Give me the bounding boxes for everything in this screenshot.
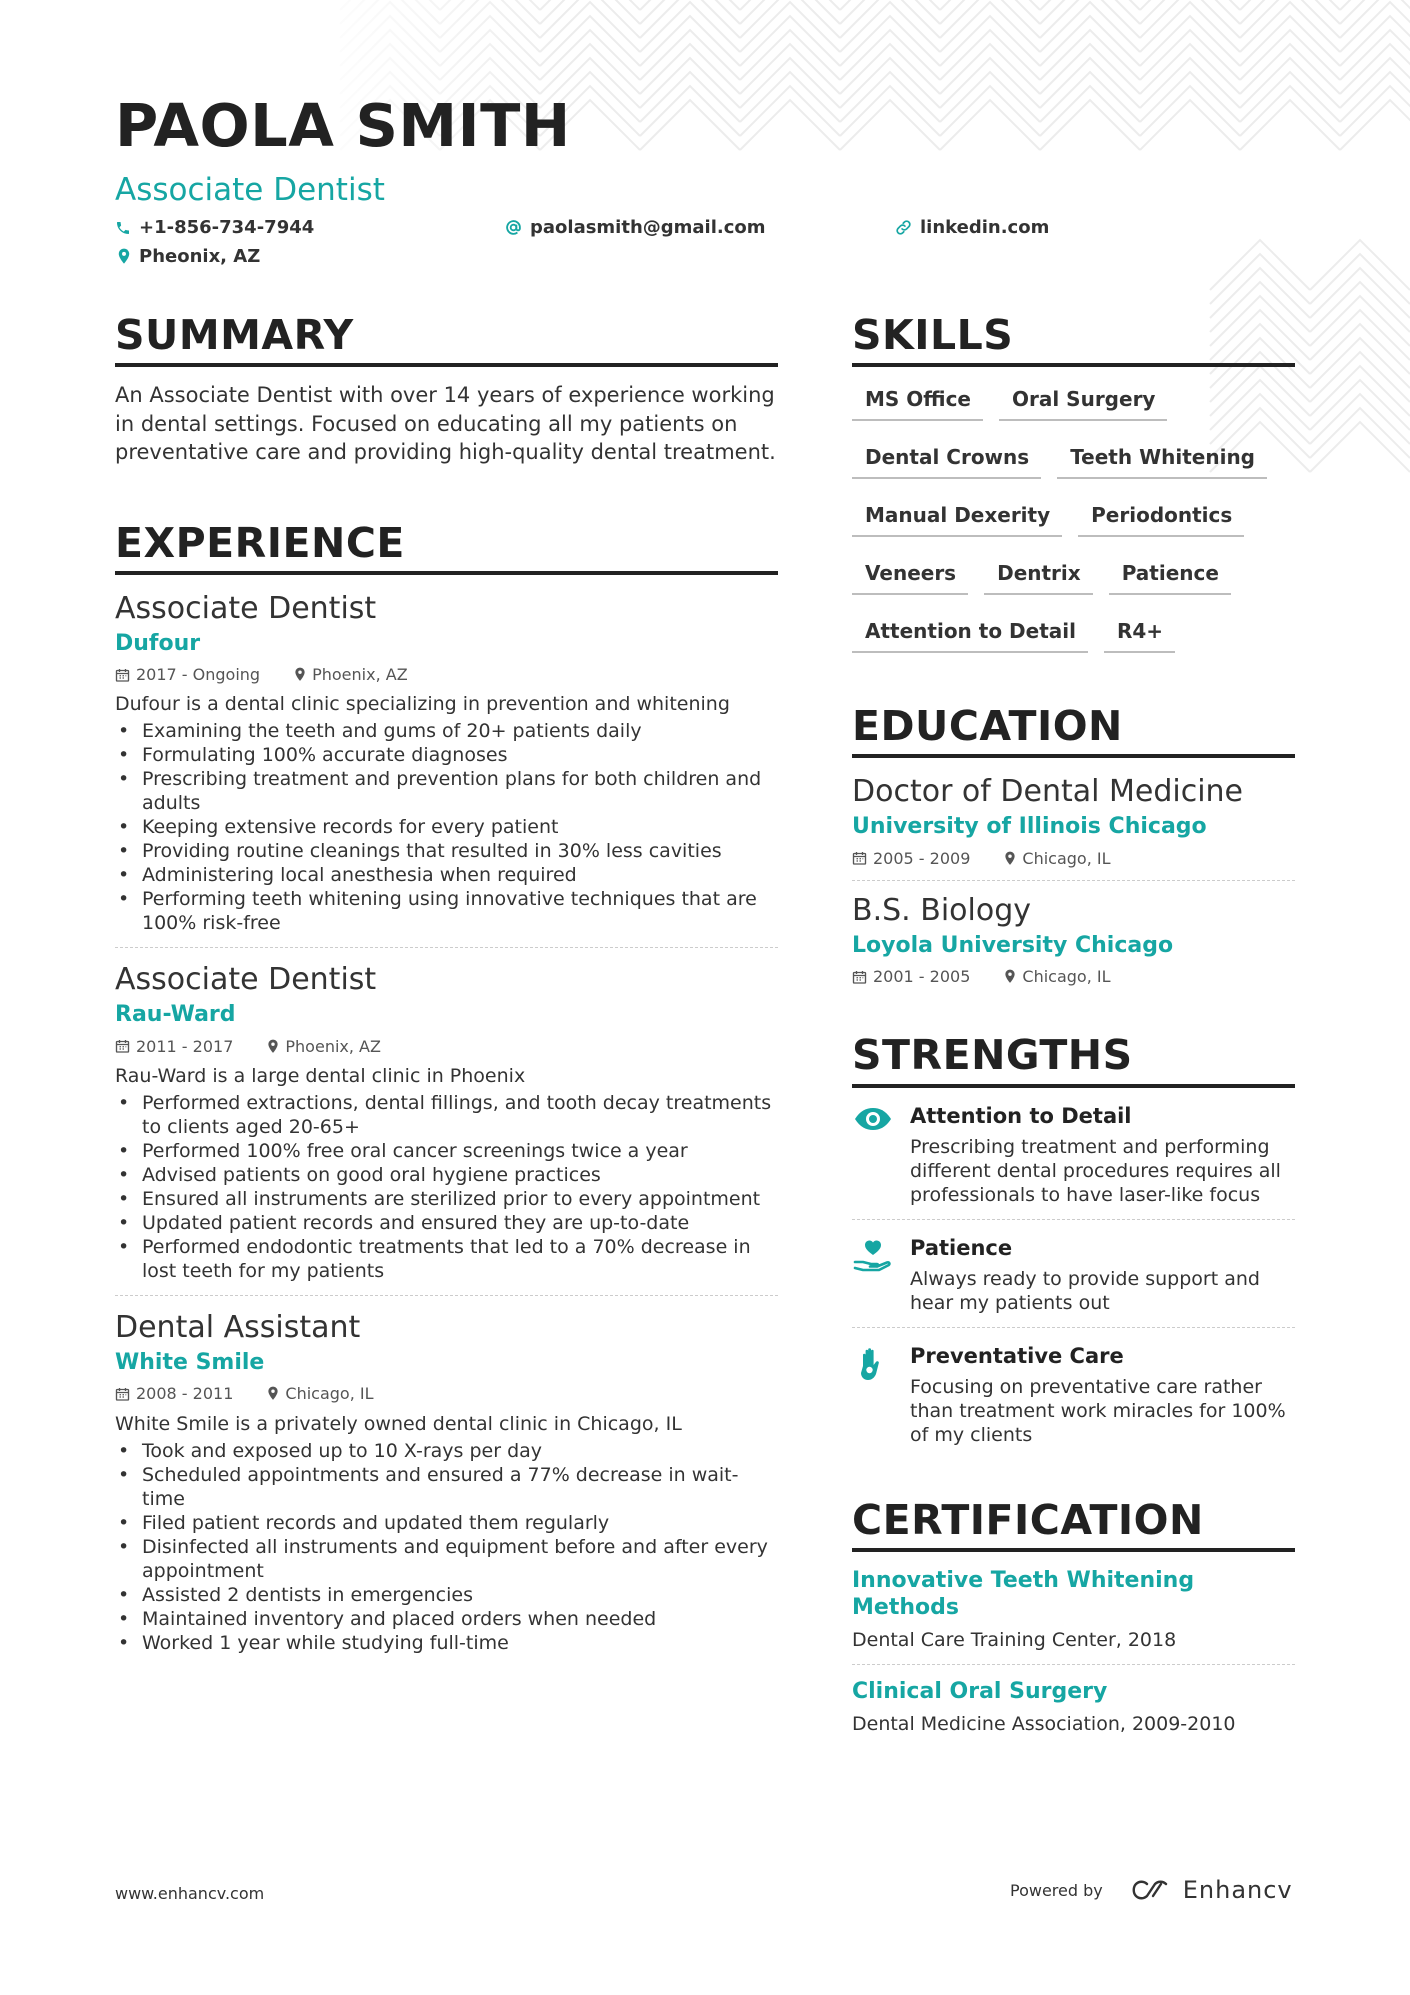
- job-bullet: • Formulating 100% accurate diagnoses: [115, 743, 778, 767]
- enhancv-logo-text: Enhancv: [1182, 1876, 1293, 1904]
- email-contact: [505, 217, 766, 239]
- job-meta: [115, 665, 778, 684]
- job-bullet: • Performing teeth whitening using innovative techniques that are 100% risk-free: [115, 887, 778, 935]
- job-location: Chicago, IL: [285, 1384, 374, 1404]
- location-contact: [117, 246, 260, 268]
- education-heading: EDUCATION: [852, 703, 1295, 758]
- skill-tag: Dentrix: [984, 561, 1093, 595]
- calendar-icon: [852, 850, 867, 866]
- job-bullet: • Performed endodontic treatments that led to a 70% decrease in lost teeth for my patients: [115, 1235, 778, 1283]
- strength-title: Preventative Care: [910, 1343, 1124, 1368]
- calendar-icon: [852, 969, 867, 985]
- job-description: Rau-Ward is a large dental clinic in Phoenix: [115, 1064, 526, 1087]
- school-name: University of Illinois Chicago: [852, 814, 1207, 840]
- strengths-section: [852, 1032, 1295, 1447]
- job-role: Associate Dentist: [115, 962, 377, 998]
- job-meta: [115, 1384, 778, 1403]
- summary-section: [115, 312, 778, 467]
- strength-body: [910, 1344, 1295, 1447]
- job-role: Dental Assistant: [115, 1309, 361, 1345]
- education-dates: 2005 - 2009: [873, 848, 971, 868]
- candidate-title: Associate Dentist: [115, 172, 385, 208]
- strength-item: [852, 1236, 1295, 1315]
- location-pin-icon: [1004, 851, 1016, 866]
- job-bullet: • Administering local anesthesia when required: [115, 863, 778, 887]
- calendar-icon: [115, 1038, 130, 1054]
- job-bullet: • Assisted 2 dentists in emergencies: [115, 1583, 778, 1607]
- job-bullet: • Worked 1 year while studying full-time: [115, 1631, 778, 1655]
- strength-text: Always ready to provide support and hear my patients out: [910, 1267, 1260, 1314]
- link-icon: [895, 219, 912, 236]
- candidate-name: PAOLA SMITH: [115, 91, 571, 160]
- skill-tag: Teeth Whitening: [1057, 445, 1267, 479]
- strength-item: [852, 1344, 1295, 1447]
- skill-tag: Periodontics: [1078, 503, 1244, 537]
- location-pin-icon: [117, 248, 131, 265]
- skill-tag: Patience: [1109, 561, 1231, 595]
- hand-icon: [857, 1346, 889, 1386]
- job-bullet: • Performed extractions, dental fillings, and tooth decay treatments to clients aged 20-65+: [115, 1091, 778, 1139]
- certification-issuer: Dental Care Training Center, 2018: [852, 1629, 1177, 1652]
- job-bullet: • Updated patient records and ensured they are up-to-date: [115, 1211, 778, 1235]
- job-role: Associate Dentist: [115, 590, 377, 626]
- location-pin-icon: [267, 1039, 279, 1054]
- strength-icon-wrap: [852, 1344, 894, 1447]
- job-bullet: • Prescribing treatment and prevention plans for both children and adults: [115, 767, 778, 815]
- strength-text: Prescribing treatment and performing different dental procedures requires all professionals to have laser-like focus: [910, 1135, 1281, 1206]
- strength-title: Patience: [910, 1235, 1013, 1260]
- job-bullet: • Providing routine cleanings that resulted in 30% less cavities: [115, 839, 778, 863]
- phone-contact: [115, 217, 314, 239]
- job-bullet: • Ensured all instruments are sterilized prior to every appointment: [115, 1187, 778, 1211]
- strength-title: Attention to Detail: [910, 1103, 1132, 1128]
- experience-item: [115, 591, 778, 936]
- job-meta: [115, 1037, 778, 1056]
- summary-text: An Associate Dentist with over 14 years of experience working in dental settings. Focused on educating all my patients on preventative care and providing high-quality dental treatment.: [115, 383, 776, 465]
- enhancv-logo: [1127, 1876, 1293, 1904]
- strength-body: [910, 1104, 1295, 1207]
- strength-icon-wrap: [852, 1236, 894, 1315]
- skill-tag: Attention to Detail: [852, 619, 1088, 653]
- education-meta: [852, 967, 1295, 986]
- footer-url[interactable]: www.enhancv.com: [115, 1884, 265, 1903]
- job-company: Dufour: [115, 630, 201, 656]
- school-name: Loyola University Chicago: [852, 932, 1174, 958]
- summary-heading: SUMMARY: [115, 312, 778, 367]
- skill-tag: Veneers: [852, 561, 968, 595]
- job-dates: 2017 - Ongoing: [136, 665, 261, 685]
- calendar-icon: [115, 1386, 130, 1402]
- job-bullet: • Maintained inventory and placed orders when needed: [115, 1607, 778, 1631]
- strengths-heading: STRENGTHS: [852, 1032, 1295, 1087]
- left-column: [115, 312, 778, 1655]
- at-sign-icon: [505, 219, 522, 236]
- skill-tag: R4+: [1104, 619, 1175, 653]
- job-bullet: • Advised patients on good oral hygiene practices: [115, 1163, 778, 1187]
- strength-item: [852, 1104, 1295, 1207]
- education-section: [852, 703, 1295, 986]
- certification-issuer: Dental Medicine Association, 2009-2010: [852, 1713, 1236, 1736]
- skill-tag: MS Office: [852, 387, 983, 421]
- linkedin-link: linkedin.com: [920, 217, 1050, 238]
- job-bullets: [115, 1439, 778, 1655]
- education-item: [852, 893, 1295, 987]
- location-text: Pheonix, AZ: [139, 246, 261, 267]
- certification-item: [852, 1568, 1295, 1652]
- experience-item: [115, 1310, 778, 1655]
- skills-list: [852, 387, 1295, 653]
- education-meta: [852, 849, 1295, 868]
- education-location: Chicago, IL: [1022, 848, 1111, 868]
- certification-heading: CERTIFICATION: [852, 1497, 1295, 1552]
- experience-heading: EXPERIENCE: [115, 520, 778, 575]
- job-description: White Smile is a privately owned dental clinic in Chicago, IL: [115, 1412, 682, 1435]
- education-item: [852, 774, 1295, 868]
- job-bullets: [115, 719, 778, 935]
- degree-title: B.S. Biology: [852, 892, 1031, 928]
- job-bullet: • Took and exposed up to 10 X-rays per day: [115, 1439, 778, 1463]
- experience-item: [115, 962, 778, 1283]
- divider: [852, 1219, 1295, 1220]
- certification-title: Clinical Oral Surgery: [852, 1678, 1108, 1704]
- job-dates: 2011 - 2017: [136, 1036, 234, 1056]
- job-company: Rau-Ward: [115, 1002, 236, 1028]
- divider: [115, 1295, 778, 1296]
- job-dates: 2008 - 2011: [136, 1384, 234, 1404]
- skill-tag: Dental Crowns: [852, 445, 1041, 479]
- enhancv-logo-icon: [1127, 1878, 1173, 1902]
- strength-icon-wrap: [852, 1104, 894, 1207]
- divider: [115, 947, 778, 948]
- job-bullet: • Filed patient records and updated them regularly: [115, 1511, 778, 1535]
- phone-number: +1-856-734-7944: [139, 217, 315, 238]
- job-bullet: • Keeping extensive records for every patient: [115, 815, 778, 839]
- calendar-icon: [115, 667, 130, 683]
- skill-tag: Manual Dexerity: [852, 503, 1062, 537]
- job-description: Dufour is a dental clinic specializing in prevention and whitening: [115, 693, 730, 716]
- divider: [852, 880, 1295, 881]
- linkedin-contact: [895, 217, 1049, 239]
- degree-title: Doctor of Dental Medicine: [852, 774, 1243, 810]
- footer-brand: [1010, 1876, 1293, 1904]
- divider: [852, 1664, 1295, 1665]
- strength-text: Focusing on preventative care rather than treatment work miracles for 100% of my clients: [910, 1376, 1286, 1447]
- experience-section: [115, 520, 778, 1655]
- job-company: White Smile: [115, 1349, 265, 1375]
- certification-title: Innovative Teeth Whitening Methods: [852, 1568, 1195, 1620]
- divider: [852, 1327, 1295, 1328]
- powered-by-label: Powered by: [1010, 1880, 1103, 1900]
- education-location: Chicago, IL: [1022, 967, 1111, 987]
- location-pin-icon: [267, 1386, 279, 1401]
- job-bullet: • Scheduled appointments and ensured a 77% decrease in wait-time: [115, 1463, 778, 1511]
- job-bullets: [115, 1091, 778, 1283]
- hand-heart-icon: [853, 1238, 893, 1272]
- job-bullet: • Examining the teeth and gums of 20+ patients daily: [115, 719, 778, 743]
- job-bullet: • Performed 100% free oral cancer screenings twice a year: [115, 1139, 778, 1163]
- job-location: Phoenix, AZ: [312, 665, 408, 685]
- strength-body: [910, 1236, 1295, 1315]
- certification-section: [852, 1497, 1295, 1736]
- education-dates: 2001 - 2005: [873, 967, 971, 987]
- skill-tag: Oral Surgery: [999, 387, 1167, 421]
- email-address: paolasmith@gmail.com: [530, 217, 766, 238]
- job-location: Phoenix, AZ: [285, 1036, 381, 1056]
- location-pin-icon: [294, 667, 306, 682]
- skills-section: [852, 312, 1295, 653]
- certification-item: [852, 1679, 1295, 1736]
- phone-icon: [115, 220, 131, 236]
- right-column: [852, 312, 1295, 1736]
- job-bullet: • Disinfected all instruments and equipment before and after every appointment: [115, 1535, 778, 1583]
- location-pin-icon: [1004, 969, 1016, 984]
- skills-heading: SKILLS: [852, 312, 1295, 367]
- eye-icon: [853, 1106, 893, 1132]
